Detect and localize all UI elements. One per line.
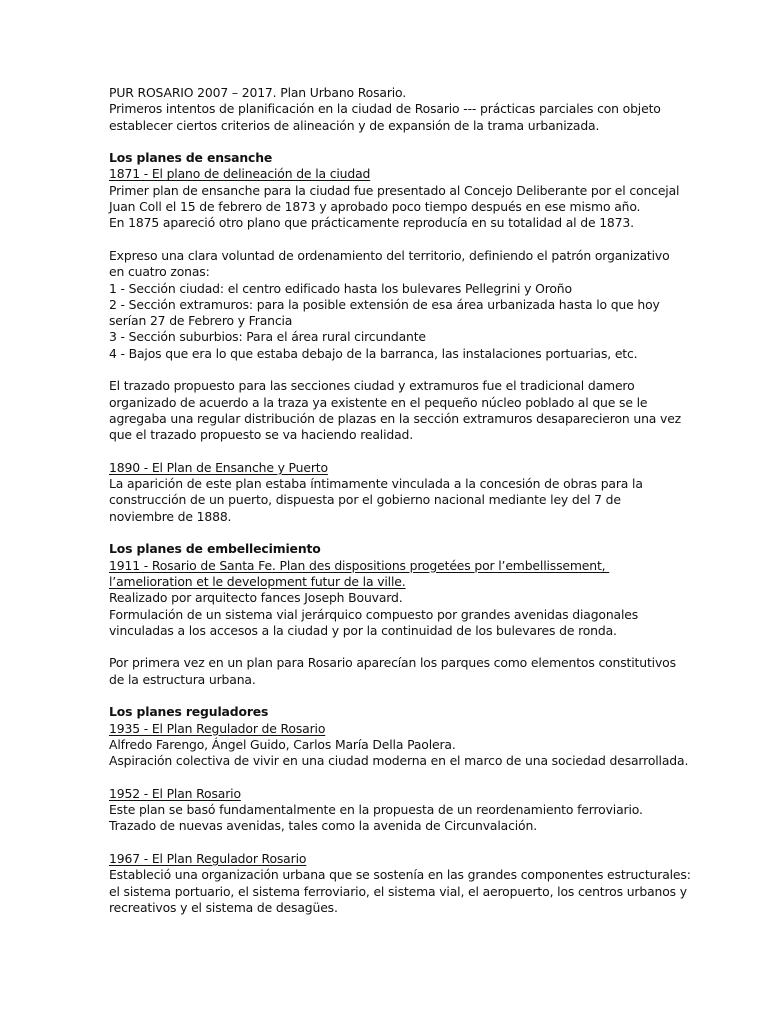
body-line: noviembre de 1888. — [109, 508, 232, 524]
body-line: Primer plan de ensanche para la ciudad fue presentado al Concejo Deliberante por el concejal — [109, 182, 680, 198]
body-line: el sistema portuario, el sistema ferroviario, el sistema vial, el aeropuerto, los centros urbanos y — [109, 883, 687, 899]
body-line: construcción de un puerto, dispuesta por el gobierno nacional mediante ley del 7 de — [109, 492, 621, 508]
plan-title-1911: 1911 - Rosario de Santa Fe. Plan des dispositions progetées por l’embellissement, — [109, 557, 610, 573]
document-page — [109, 85, 691, 916]
body-line: Alfredo Farengo, Ángel Guido, Carlos María Della Paolera. — [109, 736, 456, 752]
section-ensanche — [109, 150, 682, 525]
paragraph-gap — [109, 362, 679, 378]
body-line: Expreso una clara voluntad de ordenamiento del territorio, definiendo el patrón organizativo — [109, 247, 670, 263]
body-line: La aparición de este plan estaba íntimamente vinculada a la concesión de obras para la — [109, 476, 643, 492]
body-line: agregaba una regular distribución de plazas en la sección extramuros desaparecieron una vez — [109, 410, 682, 426]
list-item-continuation: serían 27 de Febrero y Francia — [109, 313, 293, 329]
section-heading: Los planes reguladores — [109, 704, 269, 720]
paragraph-gap — [109, 639, 679, 655]
document-title: PUR ROSARIO 2007 – 2017. Plan Urbano Rosario. — [109, 85, 407, 100]
list-item: 2 - Sección extramuros: para la posible extensión de esa área urbanizada hasta lo que hoy — [109, 296, 660, 312]
section-heading: Los planes de embellecimiento — [109, 541, 321, 557]
paragraph-gap — [109, 688, 679, 704]
plan-title-1967: 1967 - El Plan Regulador Rosario — [109, 850, 307, 866]
body-line: El trazado propuesto para las secciones ciudad y extramuros fue el tradicional damero — [109, 378, 635, 394]
section-reguladores — [109, 704, 691, 916]
paragraph-gap — [109, 444, 679, 460]
body-line: vinculadas a los accesos a la ciudad y por la continuidad de los bulevares de ronda. — [109, 622, 617, 638]
plan-title-1952: 1952 - El Plan Rosario — [109, 785, 241, 801]
section-embellecimiento — [109, 541, 679, 688]
paragraph-gap — [109, 134, 679, 150]
list-item: 4 - Bajos que era lo que estaba debajo de la barranca, las instalaciones portuarias, etc. — [109, 345, 638, 361]
list-item: 1 - Sección ciudad: el centro edificado hasta los bulevares Pellegrini y Oroño — [109, 280, 572, 296]
body-line: Estableció una organización urbana que se sostenía en las grandes componentes estructurales: — [109, 867, 691, 883]
body-line: en cuatro zonas: — [109, 264, 210, 280]
intro-line: Primeros intentos de planificación en la ciudad de Rosario --- prácticas parciales con objeto — [109, 101, 661, 117]
paragraph-gap — [109, 769, 679, 785]
document-intro — [109, 85, 679, 134]
plan-title-1890: 1890 - El Plan de Ensanche y Puerto — [109, 459, 328, 475]
intro-line: establecer ciertos criterios de alineación y de expansión de la trama urbanizada. — [109, 117, 600, 133]
plan-title-1871: 1871 - El plano de delineación de la ciudad — [109, 166, 371, 182]
body-line: Formulación de un sistema vial jerárquico compuesto por grandes avenidas diagonales — [109, 606, 639, 622]
body-line: recreativos y el sistema de desagües. — [109, 899, 338, 915]
section-heading: Los planes de ensanche — [109, 150, 273, 166]
list-item: 3 - Sección suburbios: Para el área rural circundante — [109, 329, 426, 345]
body-line: Aspiración colectiva de vivir en una ciudad moderna en el marco de una sociedad desarrollada. — [109, 753, 689, 769]
body-line: Juan Coll el 15 de febrero de 1873 y aprobado poco tiempo después en ese mismo año. — [109, 199, 641, 215]
paragraph-gap — [109, 232, 679, 248]
body-line: Este plan se basó fundamentalmente en la propuesta de un reordenamiento ferroviario. — [109, 802, 643, 818]
body-line: En 1875 apareció otro plano que prácticamente reproducía en su totalidad al de 1873. — [109, 215, 634, 231]
plan-title-1911-continued: l’amelioration et le development futur de la ville. — [109, 573, 406, 589]
body-line: Realizado por arquitecto fances Joseph Bouvard. — [109, 590, 403, 606]
paragraph-gap — [109, 525, 679, 541]
body-line: Por primera vez en un plan para Rosario aparecían los parques como elementos constitutivos — [109, 655, 676, 671]
body-line: Trazado de nuevas avenidas, tales como la avenida de Circunvalación. — [109, 818, 537, 834]
body-line: que el trazado propuesto se va haciendo realidad. — [109, 427, 414, 443]
paragraph-gap — [109, 835, 679, 851]
plan-title-1935: 1935 - El Plan Regulador de Rosario — [109, 720, 326, 736]
body-line: organizado de acuerdo a la traza ya existente en el pequeño núcleo poblado al que se le — [109, 394, 648, 410]
body-line: de la estructura urbana. — [109, 671, 256, 687]
